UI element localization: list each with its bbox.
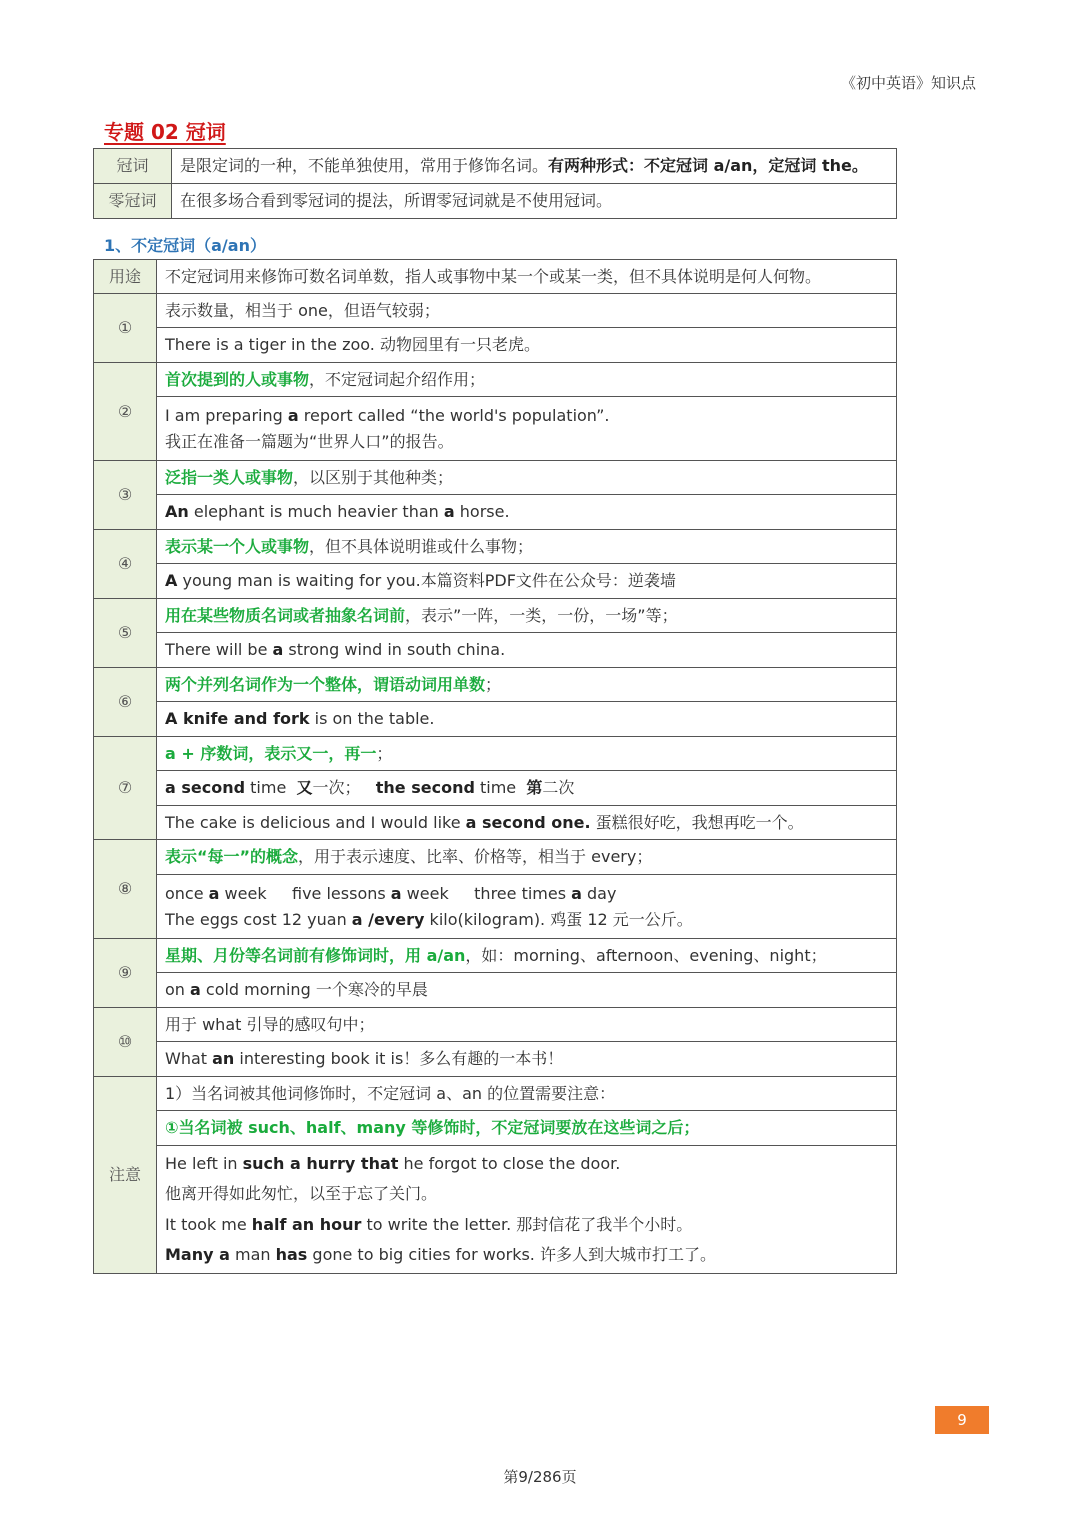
article-bold: a (190, 980, 201, 1000)
table-row (94, 363, 897, 397)
text: 二次 (542, 778, 575, 798)
example-sentence (165, 884, 888, 903)
note-line: 1）当名词被其他词修饰时，不定冠词 a、an 的位置需要注意： (157, 1077, 897, 1111)
table-row (94, 633, 897, 668)
rule-description (157, 599, 897, 633)
text: to write the letter. 那封信花了我半个小时。 (361, 1214, 693, 1234)
text: The cake is delicious and I would like (165, 812, 466, 832)
text: report called “the world's population”. (298, 406, 610, 426)
rule-description: 表示数量，相当于 one，但语气较弱； (157, 294, 897, 328)
rule-description (157, 939, 897, 973)
example-sentence (165, 406, 888, 425)
text-bold: such a hurry that (242, 1153, 399, 1173)
page-title: 专题 02 冠词 (104, 120, 226, 144)
usage-label: 用途 (94, 260, 157, 294)
text: once (165, 884, 209, 904)
rule-number: ④ (94, 530, 157, 599)
rule-description (157, 363, 897, 397)
rule-example (157, 771, 897, 806)
text: interesting book it is！多么有趣的一本书！ (234, 1049, 564, 1069)
article-bold: A knife and fork (165, 709, 310, 729)
article-bold: a (208, 884, 220, 904)
article-bold: a second one. (465, 812, 591, 832)
text: The eggs cost 12 yuan (165, 909, 352, 929)
rule-highlight: 表示某一个人或事物 (165, 536, 310, 556)
example-translation: 他离开得如此匆忙，以至于忘了关门。 (165, 1184, 438, 1204)
rule-highlight: 两个并列名词作为一个整体，谓语动词用单数 (165, 674, 486, 694)
text: There will be (165, 640, 273, 660)
article-bold: An (165, 502, 189, 522)
rule-highlight: 首次提到的人或事物 (165, 369, 310, 389)
article-bold: a /every (351, 909, 425, 929)
rule-number: ⑤ (94, 599, 157, 668)
table-row (94, 184, 897, 219)
table-row (94, 530, 897, 564)
table-row (94, 1008, 897, 1042)
rule-number: ⑧ (94, 840, 157, 939)
rule-description-rest: ； (485, 674, 502, 694)
article-bold: a second (165, 778, 246, 798)
rule-description (157, 461, 897, 495)
table-row (94, 1111, 897, 1146)
text: He left in (165, 1153, 243, 1173)
text-bold: has (275, 1244, 308, 1264)
text: week five lessons (219, 884, 391, 904)
rule-highlight: 表示“每一”的概念 (165, 847, 299, 867)
text: he forgot to close the door. (398, 1153, 621, 1173)
table-row (94, 149, 897, 184)
text: horse. (454, 502, 510, 522)
rule-number: ⑥ (94, 668, 157, 737)
table-row (94, 939, 897, 973)
rule-example (157, 806, 897, 840)
table-row (94, 495, 897, 530)
rule-example (157, 973, 897, 1008)
table-row (94, 260, 897, 294)
note-highlight: ①当名词被 such、half、many 等修饰时，不定冠词要放在这些词之后； (157, 1111, 897, 1146)
table-row (94, 1146, 897, 1274)
rule-example (157, 564, 897, 599)
table-row (94, 397, 897, 461)
text-bold: Many a (165, 1244, 230, 1264)
table-row (94, 771, 897, 806)
rule-description (157, 840, 897, 875)
example-sentence (165, 1210, 888, 1240)
article-bold: A (165, 571, 178, 591)
rule-description-rest: ，但不具体说明谁或什么事物； (309, 536, 534, 556)
definition-label: 零冠词 (94, 184, 172, 219)
usage-text: 不定冠词用来修饰可数名词单数，指人或事物中某一个或某一类，但不具体说明是何人何物。 (157, 260, 897, 294)
text: elephant is much heavier than (188, 502, 444, 522)
text: kilo(kilogram). 鸡蛋 12 元一公斤。 (424, 909, 693, 929)
example-sentence (165, 1240, 888, 1270)
rule-highlight: a + 序数词，表示又一，再一 (165, 743, 377, 763)
text: cold morning 一个寒冷的早晨 (200, 980, 428, 1000)
indefinite-article-table (93, 259, 897, 1274)
rule-description (157, 530, 897, 564)
table-row (94, 973, 897, 1008)
rule-description (157, 737, 897, 771)
text: 一次； (312, 778, 376, 798)
text: is on the table. (309, 709, 435, 729)
definition-label: 冠词 (94, 149, 172, 184)
text: strong wind in south china. (283, 640, 506, 660)
article-bold: a (390, 884, 402, 904)
definition-text-bold: 有两种形式：不定冠词 a/an，定冠词 the。 (548, 156, 868, 176)
table-row (94, 737, 897, 771)
rule-number: ⑩ (94, 1008, 157, 1077)
example-translation: 我正在准备一篇题为“世界人口”的报告。 (165, 431, 454, 451)
text: gone to big cities for works. 许多人到大城市打工了。 (307, 1244, 716, 1264)
page-footer: 第9/286页 (503, 1468, 577, 1486)
rule-example: There is a tiger in the zoo. 动物园里有一只老虎。 (157, 328, 897, 363)
article-bold: a (443, 502, 455, 522)
rule-description (157, 668, 897, 702)
table-row (94, 564, 897, 599)
rule-highlight: 星期、月份等名词前有修饰词时，用 a/an (165, 945, 466, 965)
article-bold: a (287, 406, 299, 426)
definition-text-part: 是限定词的一种，不能单独使用，常用于修饰名词。 (180, 156, 549, 176)
article-bold: an (212, 1049, 235, 1069)
article-bold: the second (375, 778, 475, 798)
article-bold: a (272, 640, 284, 660)
definition-table (93, 148, 897, 219)
rule-example (157, 702, 897, 737)
table-row (94, 599, 897, 633)
definition-text (172, 149, 897, 184)
text: What (165, 1049, 213, 1069)
rule-number: ⑨ (94, 939, 157, 1008)
book-title: 《初中英语》知识点 (840, 74, 976, 92)
text: day (581, 884, 617, 904)
rule-number: ② (94, 363, 157, 461)
table-row (94, 461, 897, 495)
rule-description-rest: ； (376, 743, 393, 763)
table-row (94, 1042, 897, 1077)
rule-description: 用于 what 引导的感叹句中； (157, 1008, 897, 1042)
rule-description-rest: ，用于表示速度、比率、价格等，相当于 every； (298, 847, 653, 867)
text: It took me (165, 1214, 252, 1234)
rule-number: ① (94, 294, 157, 363)
rule-example (157, 1042, 897, 1077)
text-bold: 第 (526, 778, 543, 798)
note-label: 注意 (94, 1077, 157, 1274)
text-bold: half an hour (251, 1214, 362, 1234)
definition-text: 在很多场合看到零冠词的提法，所谓零冠词就是不使用冠词。 (172, 184, 897, 219)
text: man (229, 1244, 276, 1264)
rule-example (157, 495, 897, 530)
rule-example (157, 633, 897, 668)
text: I am preparing (165, 406, 288, 426)
table-row (94, 294, 897, 328)
table-row (94, 806, 897, 840)
rule-example (157, 875, 897, 939)
text: week three times (401, 884, 572, 904)
text-bold: 又 (296, 778, 313, 798)
rule-number: ⑦ (94, 737, 157, 840)
table-row (94, 1077, 897, 1111)
rule-description-rest: ，以区别于其他种类； (293, 467, 454, 487)
text: on (165, 980, 191, 1000)
rule-example (157, 397, 897, 461)
rule-number: ③ (94, 461, 157, 530)
section-heading: 1、不定冠词（a/an） (104, 236, 266, 255)
rule-highlight: 泛指一类人或事物 (165, 467, 294, 487)
example-sentence (165, 910, 888, 929)
article-bold: a (571, 884, 582, 904)
text: 蛋糕很好吃，我想再吃一个。 (590, 812, 804, 832)
rule-highlight: 用在某些物质名词或者抽象名词前 (165, 605, 406, 625)
note-examples (157, 1146, 897, 1274)
text: time (474, 778, 527, 798)
text: time (245, 778, 297, 798)
table-row (94, 875, 897, 939)
example-sentence (165, 1149, 888, 1179)
page-number-badge: 9 (935, 1406, 989, 1434)
rule-description-rest: ，表示”一阵，一类，一份，一场”等； (405, 605, 678, 625)
rule-description-rest: ，如：morning、afternoon、evening、night； (465, 945, 827, 965)
table-row (94, 668, 897, 702)
table-row (94, 702, 897, 737)
table-row (94, 328, 897, 363)
rule-description-rest: ，不定冠词起介绍作用； (309, 369, 486, 389)
table-row (94, 840, 897, 875)
text: young man is waiting for you.本篇资料PDF文件在公众号：逆袭墙 (177, 571, 676, 591)
